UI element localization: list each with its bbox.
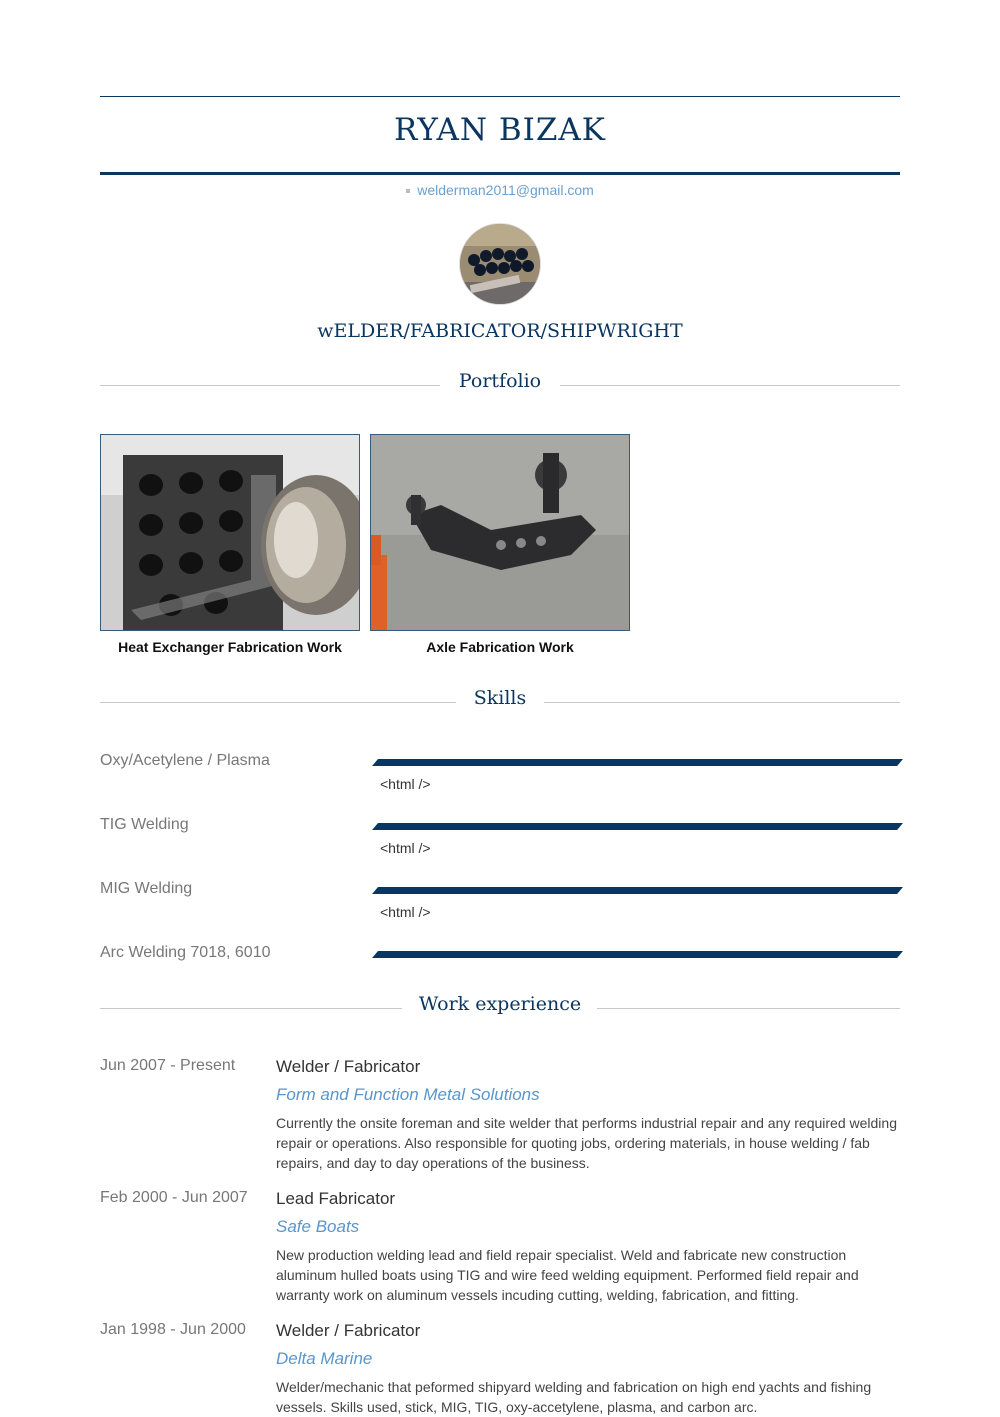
- experience-dates: Feb 2000 - Jun 2007: [100, 1189, 248, 1206]
- portfolio-item-heat-exchanger[interactable]: [100, 434, 360, 655]
- name-underline: [100, 172, 900, 175]
- skill-level-bar: [372, 759, 903, 766]
- experience-company[interactable]: Safe Boats: [276, 1217, 360, 1236]
- skills-heading: [100, 687, 900, 717]
- skill-level-bar: [372, 887, 903, 894]
- experience-description: Welder/mechanic that peformed shipyard welding and fabrication on high end yachts and fishing vessels. Skills used, stick, MIG, TIG, oxy-accetylene, plasma, and carbon arc.: [276, 1379, 872, 1415]
- job-title: wELDER/FABRICATOR/SHIPWRIGHT: [317, 320, 683, 342]
- top-rule: [100, 96, 900, 97]
- resume-page: [100, 0, 900, 1415]
- skill-level-bar: [372, 823, 903, 830]
- experience-description: Currently the onsite foreman and site welder that performs industrial repair and any required welding repair or operations. Also responsible for quoting jobs, ordering materials, in house welding / fab repairs, and day to day operations of the business.: [276, 1115, 897, 1171]
- section-title: Skills: [473, 687, 527, 709]
- portfolio-image[interactable]: [370, 434, 630, 631]
- portfolio-item-axle[interactable]: [370, 434, 630, 655]
- skill-note: <html />: [380, 776, 431, 792]
- experience-dates: Jan 1998 - Jun 2000: [100, 1321, 246, 1338]
- portfolio-caption: Axle Fabrication Work: [426, 639, 574, 655]
- contact-line: [100, 182, 900, 198]
- experience-role: Lead Fabricator: [276, 1189, 396, 1208]
- portfolio-caption: Heat Exchanger Fabrication Work: [118, 639, 342, 655]
- email-link[interactable]: welderman2011@gmail.com: [417, 182, 594, 198]
- experience-description: New production welding lead and field repair specialist. Weld and fabricate new construction aluminum hulled boats using TIG and wire feed welding equipment. Performed field repair and warranty work on aluminum vessels incuding cutting, welding, fabrication, and fitting.: [276, 1247, 859, 1303]
- skill-level-bar: [372, 951, 903, 958]
- skill-name: TIG Welding: [100, 816, 189, 833]
- experience-role: Welder / Fabricator: [276, 1321, 421, 1340]
- experience-dates: Jun 2007 - Present: [100, 1057, 236, 1074]
- skill-note: <html />: [380, 840, 431, 856]
- experience-company[interactable]: Delta Marine: [276, 1349, 373, 1368]
- skill-name: MIG Welding: [100, 880, 193, 897]
- section-title: Portfolio: [458, 370, 542, 392]
- skill-name: Oxy/Acetylene / Plasma: [100, 752, 270, 769]
- section-title: Work experience: [418, 993, 582, 1015]
- candidate-name: RYAN BIZAK: [394, 112, 606, 148]
- portfolio-image[interactable]: [100, 434, 360, 631]
- avatar: [460, 224, 540, 304]
- experience-role: Welder / Fabricator: [276, 1057, 421, 1076]
- skill-name: Arc Welding 7018, 6010: [100, 944, 271, 961]
- skill-note: <html />: [380, 904, 431, 920]
- experience-company[interactable]: Form and Function Metal Solutions: [276, 1085, 540, 1104]
- bullet-icon: [406, 189, 410, 193]
- experience-heading: [100, 993, 900, 1023]
- portfolio-heading: [100, 370, 900, 400]
